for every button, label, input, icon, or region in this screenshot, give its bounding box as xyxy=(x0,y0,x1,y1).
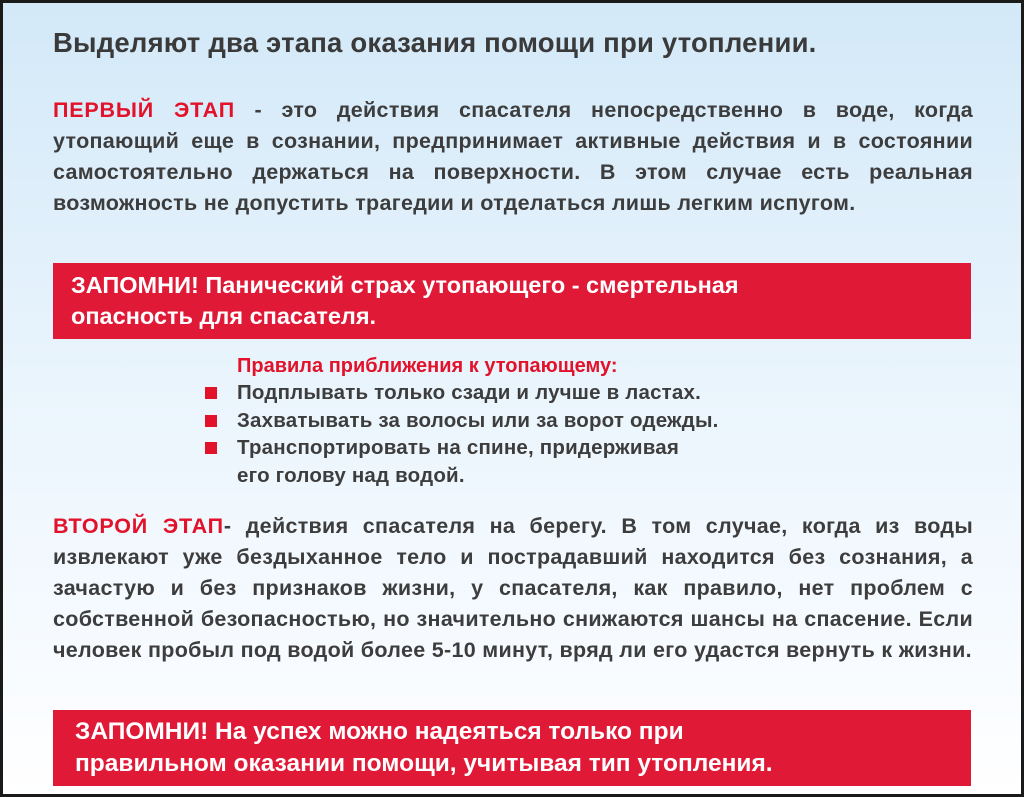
page-title: Выделяют два этапа оказания помощи при утоплении. xyxy=(53,27,817,58)
list-item-text: Подплывать только сзади и лучше в ластах. xyxy=(237,381,702,404)
second-stage-label: ВТОРОЙ ЭТАП xyxy=(53,514,224,538)
warning-banner-line: правильном оказании помощи, учитывая тип утопления. xyxy=(75,750,773,777)
red-square-bullet-icon xyxy=(205,442,217,454)
first-stage-paragraph xyxy=(53,95,973,219)
first-stage-text: - это действия спасателя непосредственно в воде, когда утопающий еще в сознании, предпринимает активные действия и в состоянии самостоятельно держаться на поверхности. В этом случае есть реальная возможность не допустить трагедии и отделаться лишь легким испугом. xyxy=(53,98,973,215)
list-item xyxy=(203,407,823,435)
list-item-text: Захватывать за волосы или за ворот одежды. xyxy=(237,408,719,432)
warning-banner-line: опасность для спасателя. xyxy=(71,303,377,329)
list-item-text-continued: его голову над водой. xyxy=(237,463,465,487)
red-square-bullet-icon xyxy=(205,415,217,427)
warning-banner-line: ЗАПОМНИ! На успех можно надеяться только при xyxy=(75,718,684,745)
list-item xyxy=(203,379,823,407)
second-stage-paragraph xyxy=(53,511,973,666)
list-item xyxy=(203,434,823,489)
list-item-text: Транспортировать на спине, придерживая xyxy=(237,436,680,459)
first-stage-label: ПЕРВЫЙ ЭТАП xyxy=(53,98,235,122)
red-square-bullet-icon xyxy=(205,387,217,399)
approach-rules-title: Правила приближения к утопающему: xyxy=(237,355,618,377)
second-stage-text: - действия спасателя на берегу. В том случае, когда из воды извлекают уже бездыханное тело и пострадавший находится без сознания, а зачастую и без признаков жизни, у спасателя, как правило, нет проблем с собственной безопасностью, но значительно снижаются шансы на спасение. Если человек пробыл под водой более 5-10 минут, вряд ли его удастся вернуть к жизни. xyxy=(53,514,973,662)
warning-banner-panic xyxy=(53,263,971,339)
approach-rules-list xyxy=(203,353,823,489)
warning-banner-success xyxy=(53,710,971,786)
warning-banner-line: ЗАПОМНИ! Панический страх утопающего - смертельная xyxy=(71,272,739,298)
